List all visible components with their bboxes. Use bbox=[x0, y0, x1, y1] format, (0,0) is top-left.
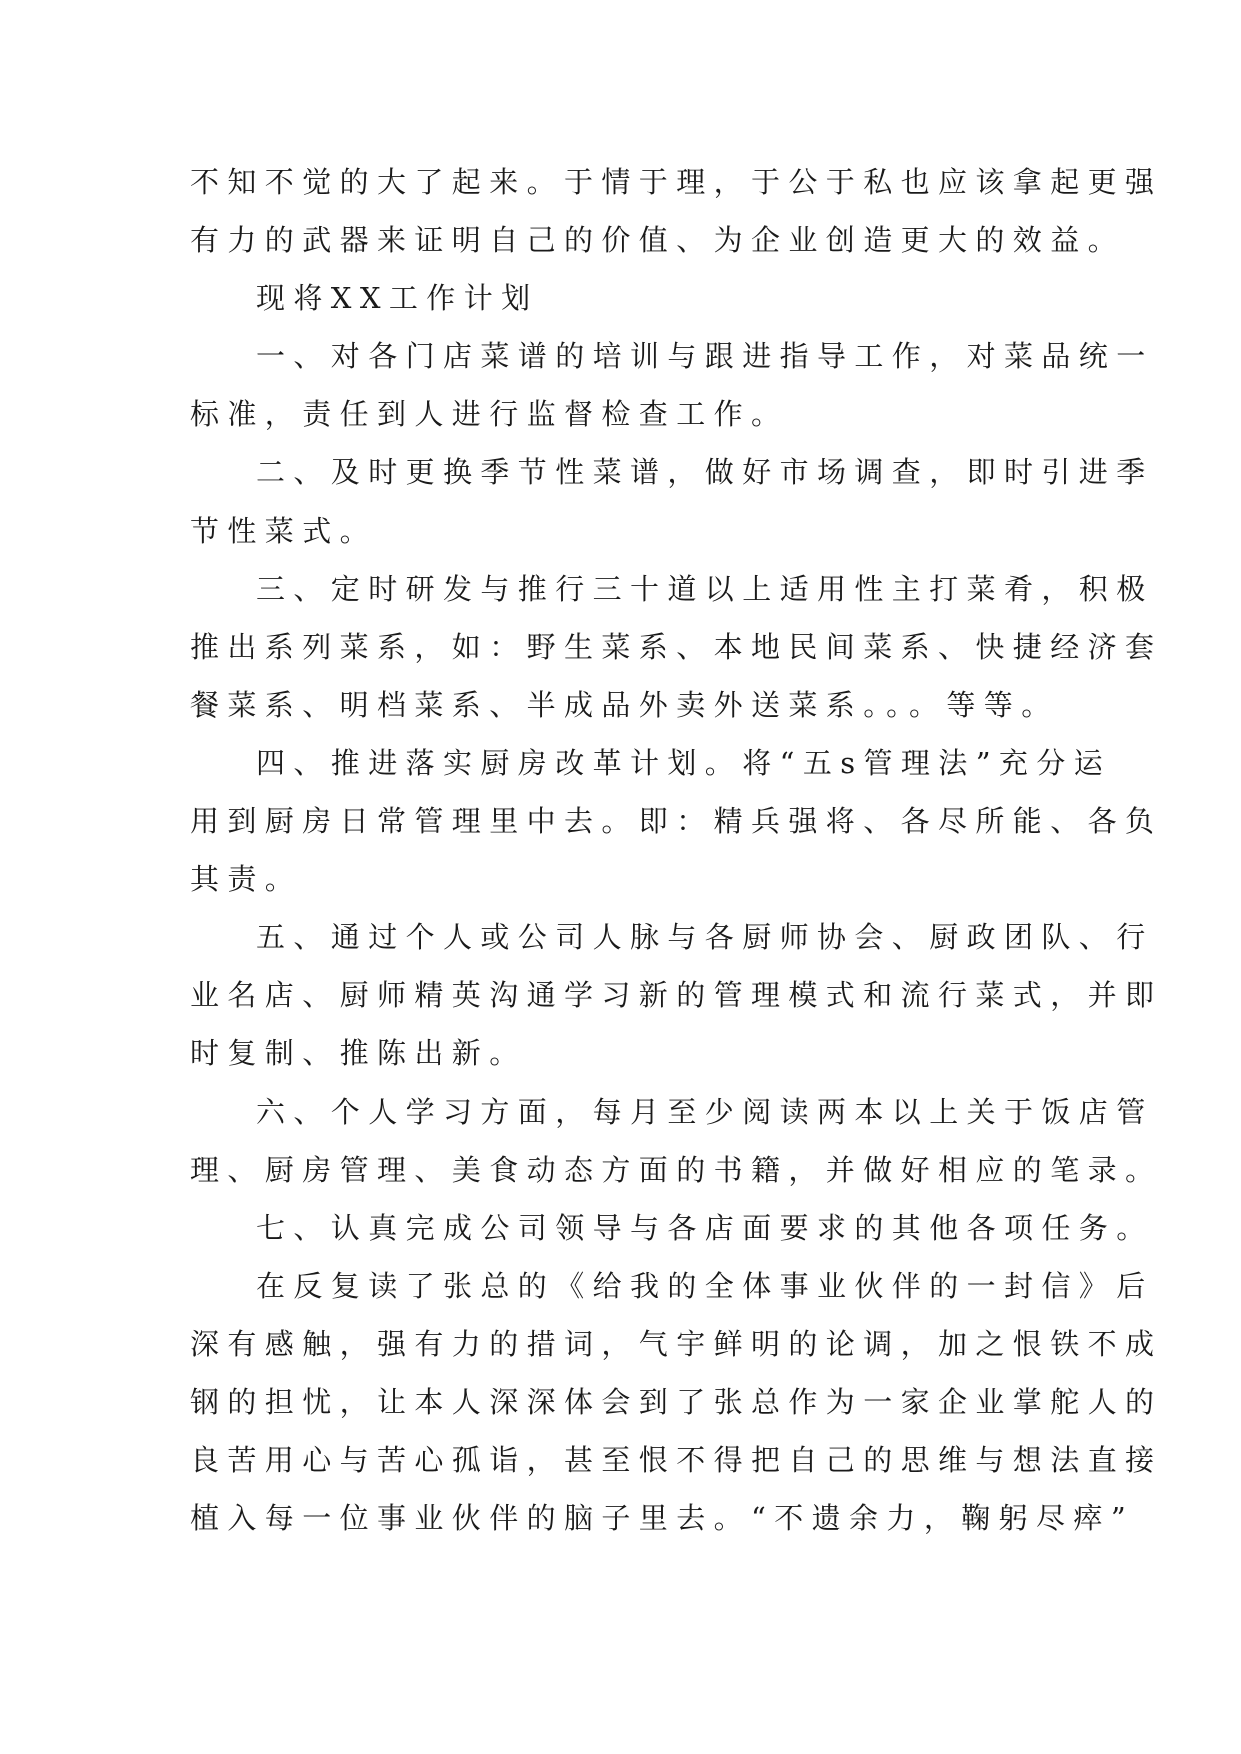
text-line: 餐菜系、明档菜系、半成品外卖外送菜系。。。等等。 bbox=[190, 687, 1059, 722]
text-line: 业名店、厨师精英沟通学习新的管理模式和流行菜式，并即 bbox=[190, 978, 1163, 1013]
text-line: 一、对各门店菜谱的培训与跟进指导工作，对菜品统一 bbox=[256, 339, 1154, 374]
text-line: 节性菜式。 bbox=[190, 513, 378, 548]
text-line: 七、认真完成公司领导与各店面要求的其他各项任务。 bbox=[256, 1210, 1154, 1245]
text-line: 时复制、推陈出新。 bbox=[190, 1036, 527, 1071]
text-line: 四、推进落实厨房改革计划。将“五s管理法”充分运 bbox=[256, 745, 1112, 780]
text-line: 推出系列菜系，如：野生菜系、本地民间菜系、快捷经济套 bbox=[190, 629, 1163, 664]
text-line: 深有感触，强有力的措词，气宇鲜明的论调，加之恨铁不成 bbox=[190, 1326, 1163, 1361]
text-line: 二、及时更换季节性菜谱，做好市场调查，即时引进季 bbox=[256, 455, 1154, 490]
text-line: 不知不觉的大了起来。于情于理，于公于私也应该拿起更强 bbox=[190, 165, 1163, 199]
text-line: 标准，责任到人进行监督检查工作。 bbox=[190, 397, 789, 432]
text-line: 五、通过个人或公司人脉与各厨师协会、厨政团队、行 bbox=[256, 920, 1154, 955]
text-line: 植入每一位事业伙伴的脑子里去。“不遗余力，鞠躬尽瘁” bbox=[190, 1501, 1135, 1536]
text-line: 有力的武器来证明自己的价值、为企业创造更大的效益。 bbox=[190, 223, 1126, 258]
text-line: 理、厨房管理、美食动态方面的书籍，并做好相应的笔录。 bbox=[190, 1152, 1163, 1187]
text-line: 良苦用心与苦心孤诣，甚至恨不得把自己的思维与想法直接 bbox=[190, 1443, 1163, 1478]
text-line: 钢的担忧，让本人深深体会到了张总作为一家企业掌舵人的 bbox=[190, 1384, 1163, 1419]
text-line: 在反复读了张总的《给我的全体事业伙伴的一封信》后 bbox=[256, 1268, 1154, 1303]
text-line: 六、个人学习方面，每月至少阅读两本以上关于饭店管 bbox=[256, 1094, 1154, 1129]
text-line: 用到厨房日常管理里中去。即：精兵强将、各尽所能、各负 bbox=[190, 804, 1163, 839]
text-line: 现将XX工作计划 bbox=[256, 281, 539, 316]
text-line: 其责。 bbox=[190, 862, 303, 897]
text-line: 三、定时研发与推行三十道以上适用性主打菜肴，积极 bbox=[256, 571, 1154, 606]
document-body bbox=[190, 153, 1163, 1547]
